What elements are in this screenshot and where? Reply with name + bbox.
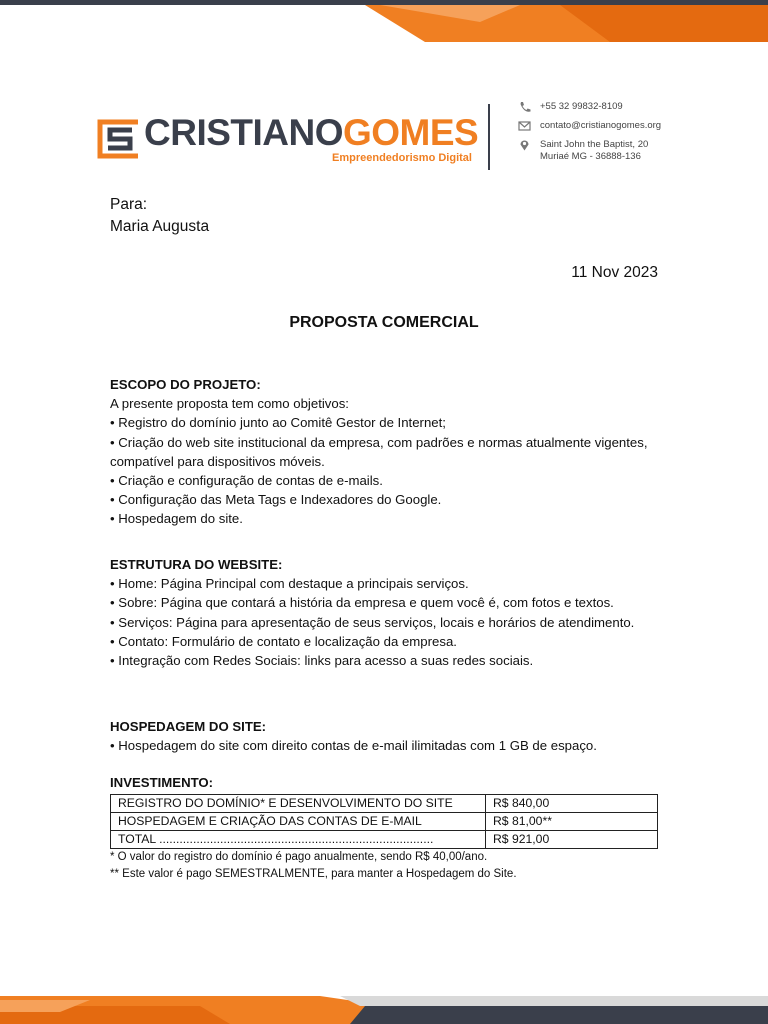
footer-decoration: [0, 982, 768, 1024]
logo-wordmark: [144, 112, 478, 154]
contact-address-line2: Muriaé MG - 36888-136: [540, 151, 641, 162]
scope-intro: A presente proposta tem como objetivos:: [110, 396, 349, 412]
scope-section: [110, 375, 670, 529]
contact-address-line1: Saint John the Baptist, 20: [540, 139, 649, 150]
envelope-icon: [518, 120, 532, 132]
list-item: • Hospedagem do site.: [110, 511, 243, 527]
contact-email-row: [518, 120, 661, 139]
scope-list: [110, 413, 670, 528]
header-divider: [488, 104, 490, 170]
contact-email: contato@cristianogomes.org: [540, 120, 662, 131]
recipient-label: Para:: [110, 196, 148, 213]
list-item: • Serviços: Página para apresentação de seus serviços, locais e horários de atendimento.: [110, 614, 635, 630]
logo-tagline: Empreendedorismo Digital: [332, 152, 472, 164]
phone-icon: [518, 101, 532, 113]
table-row: [111, 831, 658, 849]
table-row: [111, 795, 658, 813]
table-cell-item: REGISTRO DO DOMÍNIO* E DESENVOLVIMENTO DO SITE: [111, 795, 486, 813]
contact-info: [518, 101, 662, 162]
document-date: 11 Nov 2023: [571, 264, 658, 281]
table-cell-value: R$ 840,00: [486, 795, 658, 813]
recipient-name: Maria Augusta: [110, 218, 210, 235]
list-item: • Hospedagem do site com direito contas de e-mail ilimitadas com 1 GB de espaço.: [110, 738, 597, 754]
investment-heading: INVESTIMENTO:: [110, 775, 214, 790]
list-item: • Integração com Redes Sociais: links para acesso a suas redes sociais.: [110, 653, 534, 669]
list-item: • Criação do web site institucional da empresa, com padrões e normas atualmente vigentes, compatível para dispositivos móveis.: [110, 434, 648, 469]
list-item: • Home: Página Principal com destaque a principais serviços.: [110, 576, 469, 592]
structure-heading: ESTRUTURA DO WEBSITE:: [110, 557, 283, 572]
logo-mark-icon: [92, 114, 142, 164]
table-row: [111, 813, 658, 831]
list-item: • Sobre: Página que contará a história da empresa e quem você é, com fotos e textos.: [110, 595, 614, 611]
contact-address-row: [518, 139, 661, 162]
structure-list: [110, 574, 670, 670]
investment-table: [110, 794, 658, 849]
list-item: • Criação e configuração de contas de e-mails.: [110, 473, 383, 489]
location-pin-icon: [518, 139, 532, 151]
list-item: • Contato: Formulário de contato e localização da empresa.: [110, 633, 457, 649]
scope-heading: ESCOPO DO PROJETO:: [110, 377, 261, 392]
contact-phone: +55 32 99832-8109: [540, 101, 623, 112]
footnote: ** Este valor é pago SEMESTRALMENTE, para manter a Hospedagem do Site.: [110, 868, 517, 880]
logo-name-part1: CRISTIANO: [144, 112, 343, 153]
table-cell-value: R$ 81,00**: [486, 813, 658, 831]
company-logo: [92, 108, 492, 176]
table-cell-item: TOTAL .................................................................................: [111, 831, 486, 849]
table-cell-value: R$ 921,00: [486, 831, 658, 849]
document-title: PROPOSTA COMERCIAL: [289, 314, 479, 331]
contact-phone-row: [518, 101, 661, 120]
hosting-section: [110, 717, 670, 755]
hosting-list: [110, 736, 670, 755]
hosting-heading: HOSPEDAGEM DO SITE:: [110, 719, 267, 734]
investment-section: [110, 773, 670, 792]
structure-section: [110, 555, 670, 670]
table-cell-item: HOSPEDAGEM E CRIAÇÃO DAS CONTAS DE E-MAIL: [111, 813, 486, 831]
logo-name-part2: GOMES: [343, 112, 479, 153]
header-decoration: [0, 0, 768, 42]
list-item: • Configuração das Meta Tags e Indexadores do Google.: [110, 492, 442, 508]
list-item: • Registro do domínio junto ao Comitê Gestor de Internet;: [110, 415, 446, 431]
footnote: * O valor do registro do domínio é pago anualmente, sendo R$ 40,00/ano.: [110, 851, 488, 863]
